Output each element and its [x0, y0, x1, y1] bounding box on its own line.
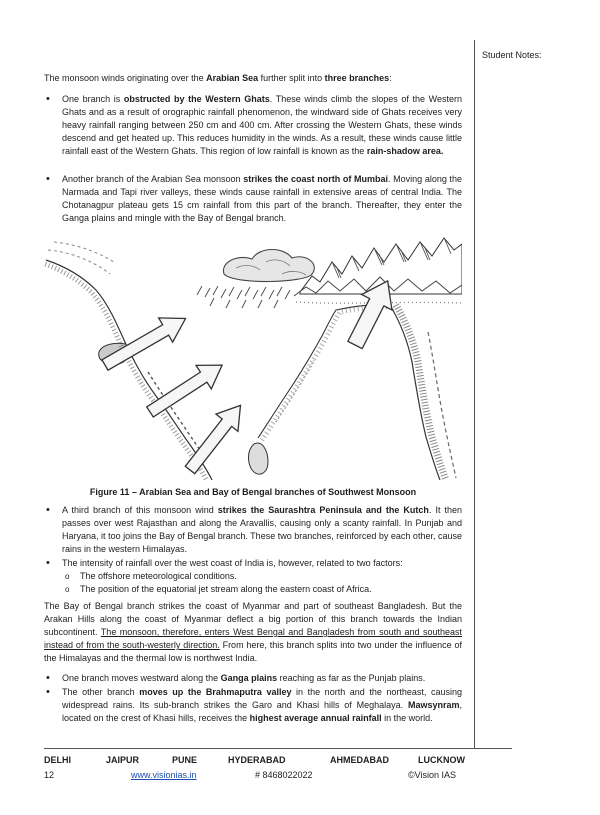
- bullet-text: . These winds climb the slopes of the Western Ghats and as a result of orographic rainfall phenomenon, the windward side of Ghats receives very heavy rainfall ranging between 250 cm and 400 cm. After crossing the Western Ghats, these winds descend and get heated up. This reduces humidity in the winds. As a result, these winds cause little rainfall east of the Western Ghats. This region of low rainfall is known as the: [62, 94, 463, 156]
- bullet-text: One branch moves westward along the: [62, 673, 221, 683]
- bullet-bold-text: Ganga plains: [220, 673, 278, 683]
- footer-city-delhi: DELHI: [44, 755, 71, 765]
- bullet-saurashtra-branch: [44, 504, 462, 556]
- bullet-brahmaputra-branch: [44, 686, 462, 725]
- intro-text: further split into: [258, 73, 325, 83]
- bullet-bold-text: obstructed by the Western Ghats: [123, 94, 270, 104]
- arabian-sea-arrow-south: [179, 397, 252, 479]
- sub-bullet-offshore-conditions: [44, 570, 462, 583]
- monsoon-illustration: [44, 232, 462, 480]
- sub-bullet-text: The offshore meteorological conditions.: [80, 571, 237, 581]
- bullet-bold-text: rain-shadow area.: [366, 146, 444, 156]
- bullet-text: A third branch of this monsoon wind: [62, 505, 218, 515]
- bullet-text: . Moving along the Narmada and Tapi river valleys, these winds cause rainfall in extensive areas of central India. The Chotanagpur plateau gets 15 cm rainfall from this part of the branch. Thereafter, they enter the Ganga plains and mingle with the Bay of Bengal branch.: [62, 174, 463, 223]
- bullet-text: in the world.: [381, 713, 433, 723]
- bullet-text: . It then passes over west Rajasthan and along the Aravallis, causing only a scanty rainfall. In Punjab and Haryana, it too joins the Bay of Bengal branch. These two branches, reinforced by each other, cause rains in the western Himalayas.: [62, 505, 462, 554]
- monsoon-figure: [44, 232, 462, 480]
- paragraph-text: The Bay of Bengal branch strikes the coast of Myanmar and part of southeast Bangladesh. But the Arakan Hills along the coast of Myanmar deflect a big portion of this branch towards the Indian subcontinent.: [44, 601, 462, 637]
- intro-bold-arabian-sea: Arabian Sea: [206, 73, 259, 83]
- sri-lanka: [248, 443, 268, 474]
- east-coast-hatching: [262, 307, 394, 440]
- intro-paragraph: [44, 72, 462, 85]
- footer-city-lucknow: LUCKNOW: [418, 755, 465, 765]
- intro-bold-three-branches: three branches: [324, 73, 390, 83]
- bullet-bold-text: strikes the Saurashtra Peninsula and the Kutch: [217, 505, 429, 515]
- west-coast-hatching: [44, 263, 208, 480]
- sub-bullet-jet-stream: [44, 583, 462, 596]
- intro-text: The monsoon winds originating over the: [44, 73, 207, 83]
- bullet-text: in the north and the northeast, causing widespread rains. Its sub-branch strikes the Garo and Khasi hills of Meghalaya.: [62, 687, 462, 710]
- bullet-text: The intensity of rainfall over the west coast of India is, however, related to two factors:: [62, 558, 403, 568]
- paragraph-underlined-text: The monsoon, therefore, enters West Bengal and Bangladesh from south and southeast instead of from the south-westerly direction.: [44, 627, 462, 650]
- paragraph-text: From here, this branch splits into two under the influence of the Himalayas and the thermal low is northwest India.: [44, 640, 462, 663]
- bullet-text: The other branch: [62, 687, 140, 697]
- bay-of-bengal-paragraph: [44, 600, 462, 665]
- bullet-western-ghats-branch: [44, 93, 462, 158]
- bullet-text: Another branch of the Arabian Sea monsoon: [62, 174, 244, 184]
- footer-city-jaipur: JAIPUR: [106, 755, 140, 765]
- student-notes-heading: Student Notes:: [482, 50, 542, 60]
- copyright-notice: ©Vision IAS: [408, 770, 456, 780]
- bullet-bold-text: strikes the coast north of Mumbai: [243, 174, 388, 184]
- bullet-text: , located on the crest of Khasi hills, receives the: [62, 700, 462, 723]
- figure-caption: Figure 11 – Arabian Sea and Bay of Bengal branches of Southwest Monsoon: [89, 487, 417, 497]
- footer-city-ahmedabad: AHMEDABAD: [330, 755, 389, 765]
- bullet-ganga-branch: [44, 672, 462, 685]
- bullet-text: reaching as far as the Punjab plains.: [277, 673, 426, 683]
- notes-column-divider: [474, 40, 475, 748]
- page-number: 12: [44, 770, 55, 780]
- bullet-mumbai-branch: [44, 173, 462, 225]
- intro-text: :: [389, 73, 392, 83]
- west-coast: [46, 260, 212, 480]
- footer-divider: [44, 748, 512, 749]
- bullet-text: One branch is: [62, 94, 124, 104]
- bullet-bold-text: highest average annual rainfall: [249, 713, 382, 723]
- phone-number: # 8468022022: [255, 770, 313, 780]
- bullet-bold-text: Mawsynram: [407, 700, 460, 710]
- myanmar-coast: [390, 305, 440, 480]
- website-link[interactable]: www.visionias.in: [131, 770, 197, 780]
- arabian-sea-arrow-north: [98, 306, 193, 377]
- sub-bullet-text: The position of the equatorial jet stream along the eastern coast of Africa.: [80, 584, 372, 594]
- bullet-bold-text: moves up the Brahmaputra valley: [139, 687, 292, 697]
- monsoon-cloud: [223, 250, 314, 282]
- northwest-land-shading: [48, 242, 114, 274]
- footer-city-hyderabad: HYDERABAD: [228, 755, 286, 765]
- rain-streaks: [197, 286, 290, 308]
- footer-city-pune: PUNE: [172, 755, 198, 765]
- bullet-rainfall-intensity: [44, 557, 462, 570]
